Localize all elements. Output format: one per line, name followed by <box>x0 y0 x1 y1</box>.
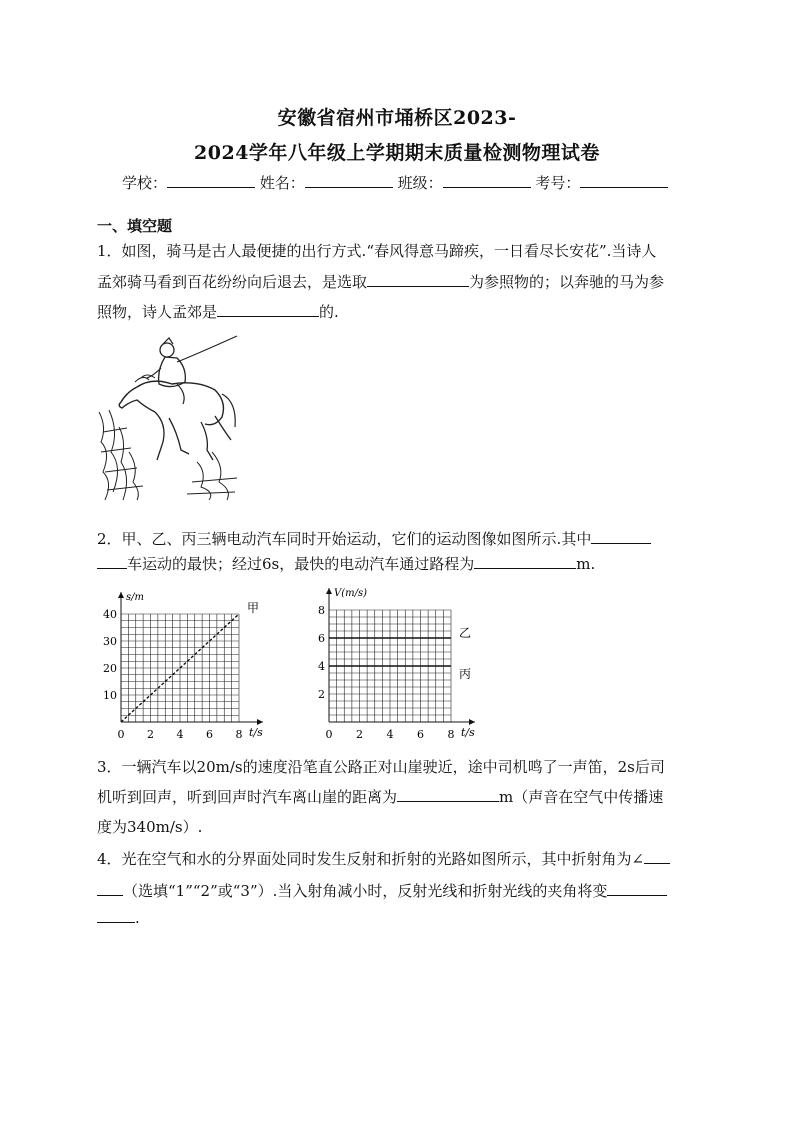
x-tick-label: 2 <box>147 728 154 741</box>
y-axis-arrow <box>118 592 124 598</box>
q4-blank-2b <box>97 908 135 923</box>
class-blank <box>443 173 531 188</box>
y-tick-label: 40 <box>103 608 117 621</box>
q1-line-2 <box>97 271 664 292</box>
q2-text: 车运动的最快；经过6s，最快的电动汽车通过路程为 <box>127 555 475 573</box>
q3-line-1: 3．一辆汽车以20m/s的速度沿笔直公路正对山崖驶近，途中司机鸣了一声笛，2s后司 <box>97 758 665 776</box>
y-tick-label: 20 <box>103 662 117 675</box>
y-axis-arrow <box>326 588 332 594</box>
x-axis-arrow <box>257 719 263 725</box>
x-tick-label: 4 <box>176 728 184 741</box>
y-tick-label: 6 <box>318 632 325 645</box>
q1-text: 孟郊骑马看到百花纷纷向后退去，是选取 <box>97 273 368 291</box>
q2-blank-2 <box>474 554 576 569</box>
q1-line-1: 1．如图，骑马是古人最便捷的出行方式.“春风得意马蹄疾，一日看尽长安花”.当诗人 <box>97 242 657 260</box>
x-axis-arrow <box>469 719 475 725</box>
q4-text: . <box>135 909 140 927</box>
series-label: 乙 <box>459 626 472 640</box>
q4-text: 4．光在空气和水的分界面处同时发生反射和折射的光路如图所示，其中折射角为∠ <box>97 850 645 868</box>
q1-blank-2 <box>217 302 319 317</box>
y-axis-label: s/m <box>126 592 144 603</box>
name-label: 姓名： <box>259 174 305 192</box>
horse-rider-illustration <box>97 332 242 502</box>
q2-blank-1b <box>97 554 127 569</box>
q3-text: 机听到回声，听到回声时汽车离山崖的距离为 <box>97 788 398 806</box>
title-line-2: 2024学年八年级上学期期末质量检测物理试卷 <box>194 142 600 164</box>
y-axis-label: V(m/s) <box>334 588 368 599</box>
y-tick-label: 2 <box>318 688 325 701</box>
x-tick-label: 6 <box>417 728 424 741</box>
school-blank <box>167 173 255 188</box>
x-tick-label: 0 <box>325 728 333 741</box>
y-tick-label: 30 <box>103 635 117 648</box>
q1-text: 的. <box>319 303 339 321</box>
q1-text: 为参照物的；以奔驰的马为参 <box>469 273 665 291</box>
q2-blank-1a <box>591 529 651 544</box>
x-tick-label: 2 <box>356 728 363 741</box>
q4-line-1 <box>97 848 670 869</box>
section-heading: 一、填空题 <box>97 217 173 235</box>
q4-blank-2a <box>607 881 667 896</box>
q3-line-3: 度为340m/s）. <box>97 818 203 836</box>
x-axis-label: t/s <box>249 726 263 739</box>
name-blank <box>305 173 393 188</box>
q3-text: m（声音在空气中传播速 <box>499 788 664 806</box>
q2-line-1 <box>97 528 651 549</box>
velocity-time-chart <box>303 580 488 744</box>
student-info-row <box>122 172 668 193</box>
y-tick-label: 8 <box>318 604 325 617</box>
q4-blank-1b <box>97 881 123 896</box>
q4-line-2 <box>97 880 667 901</box>
q4-text: （选填“1”“2”或“3”）.当入射角减小时，反射光线和折射光线的夹角将变 <box>123 882 608 900</box>
class-label: 班级： <box>397 174 443 192</box>
series-label: 甲 <box>247 601 260 615</box>
q2-text: 2．甲、乙、丙三辆电动汽车同时开始运动，它们的运动图像如图所示.其中 <box>97 530 592 548</box>
x-tick-label: 4 <box>386 728 394 741</box>
x-tick-label: 8 <box>447 728 455 741</box>
x-axis-label: t/s <box>461 726 475 739</box>
x-tick-label: 6 <box>206 728 213 741</box>
title-line-1: 安徽省宿州市埇桥区2023- <box>277 107 517 129</box>
exam-number-blank <box>580 173 668 188</box>
q2-line-2 <box>97 553 595 574</box>
x-tick-label: 0 <box>117 728 125 741</box>
q2-text: m. <box>576 555 596 573</box>
distance-time-chart <box>97 584 282 744</box>
q3-blank <box>397 787 499 802</box>
q4-line-3 <box>97 908 140 927</box>
x-tick-label: 8 <box>235 728 243 741</box>
exam-number-label: 考号： <box>535 174 581 192</box>
q1-blank-1 <box>367 272 469 287</box>
q3-line-2 <box>97 786 663 807</box>
y-tick-label: 10 <box>103 689 117 702</box>
series-label: 丙 <box>459 667 472 681</box>
school-label: 学校： <box>122 174 168 192</box>
q1-line-3 <box>97 301 339 322</box>
q1-text: 照物，诗人孟郊是 <box>97 303 218 321</box>
q4-blank-1a <box>644 849 670 864</box>
y-tick-label: 4 <box>318 660 325 673</box>
